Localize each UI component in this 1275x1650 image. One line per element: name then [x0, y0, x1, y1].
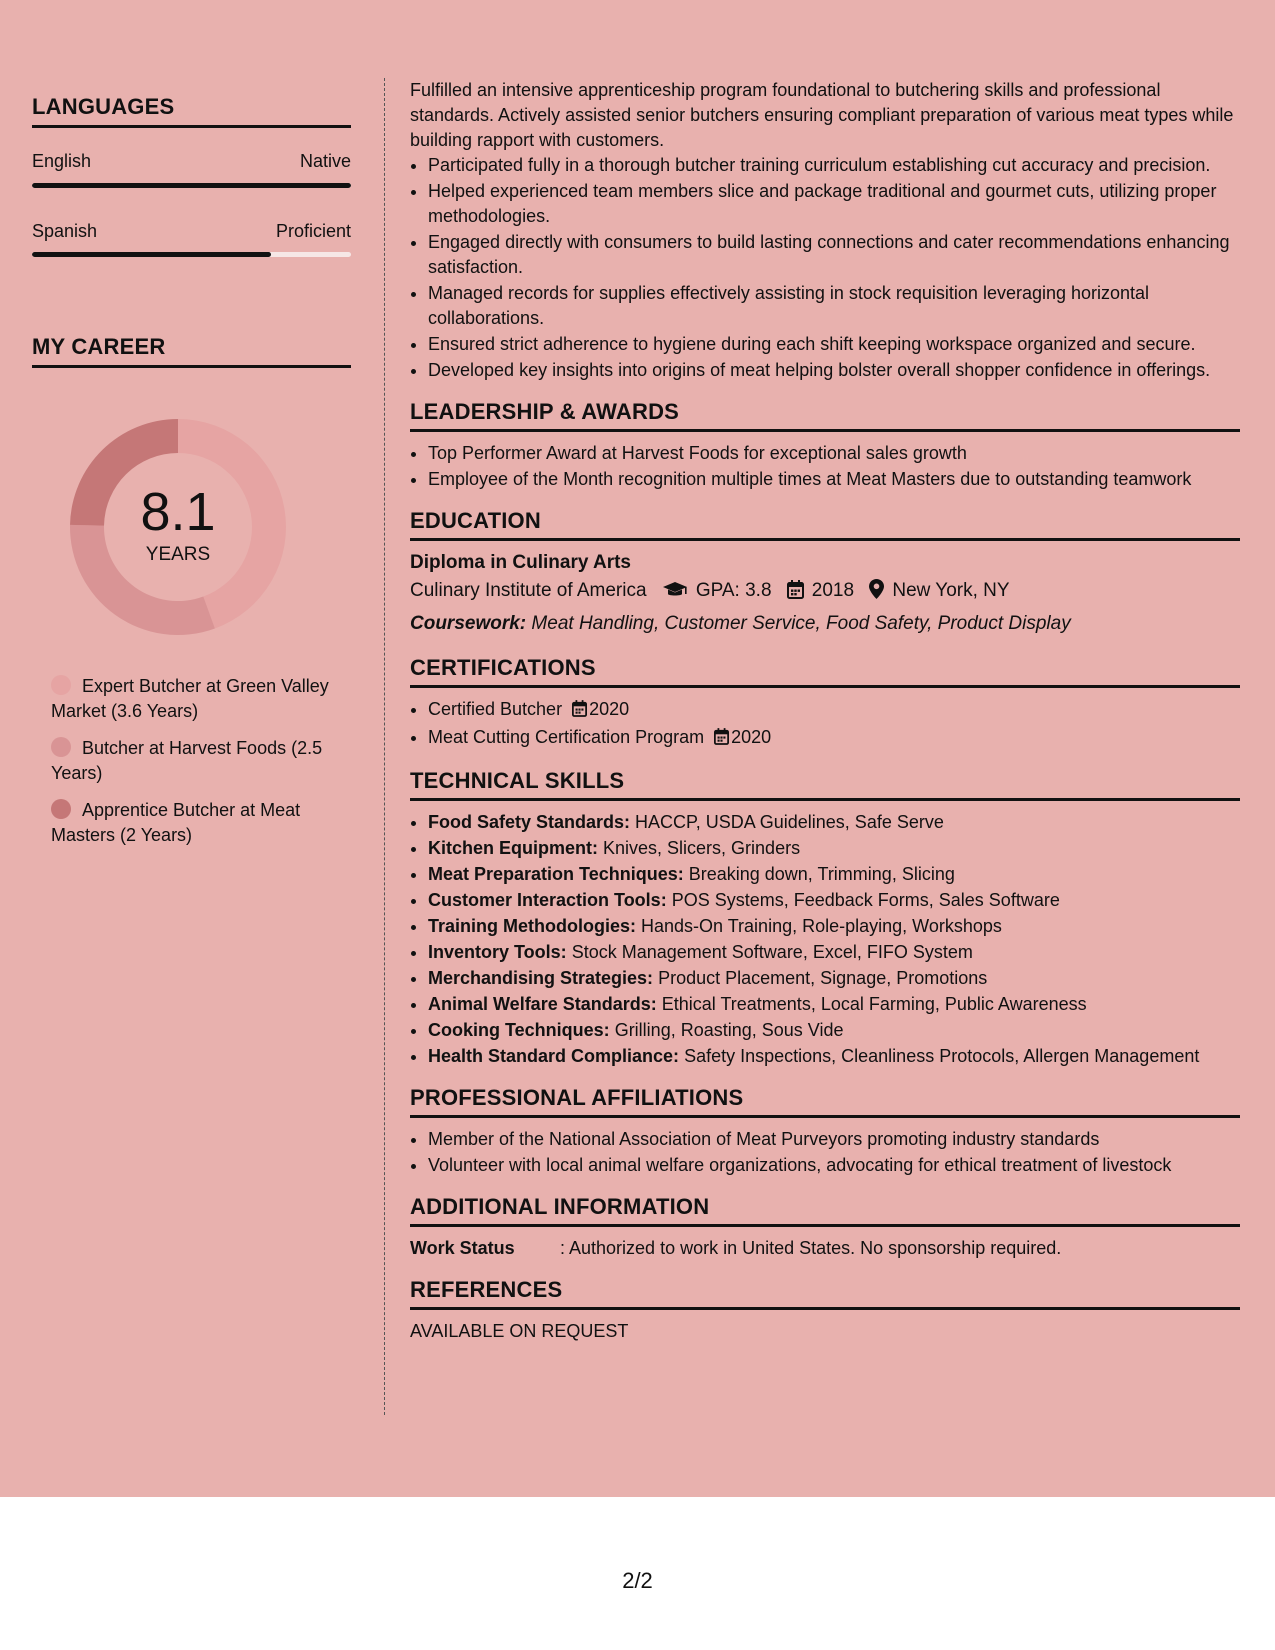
list-item [428, 862, 1240, 887]
education-location: New York, NY [892, 580, 1010, 601]
skill-name: Cooking Techniques: [428, 1020, 610, 1040]
list-item: • Top Performer Award at Harvest Foods for exceptional sales growth [428, 441, 1240, 466]
experience-summary: Fulfilled an intensive apprenticeship program foundational to butchering skills and professional standards. Actively assisted senior butchers ensuring compliant preparation of various meat types while building rapport with customers. [410, 80, 1234, 150]
calendar-icon [787, 579, 804, 609]
column-divider [384, 78, 385, 1415]
career-total-unit: YEARS [145, 544, 211, 565]
skill-name: Inventory Tools: [428, 942, 567, 962]
education-title: EDUCATION [410, 508, 1240, 541]
list-item [428, 940, 1240, 965]
list-item: • Engaged directly with consumers to build lasting connections and cater recommendations enhancing satisfaction. [428, 230, 1240, 280]
cert-name: Certified Butcher [428, 699, 563, 719]
skill-value: Hands-On Training, Role-playing, Workshops [641, 916, 1002, 936]
list-item [428, 697, 1240, 724]
skill-name: Animal Welfare Standards: [428, 994, 657, 1014]
career-title: MY CAREER [32, 334, 351, 368]
list-item: • Ensured strict adherence to hygiene during each shift keeping workspace organized and secure. [428, 332, 1240, 357]
language-name: Spanish [32, 221, 98, 241]
language-name: English [32, 151, 92, 171]
calendar-icon [572, 699, 587, 724]
right-column [410, 78, 1240, 1344]
cert-name: Meat Cutting Certification Program [428, 727, 705, 747]
skill-name: Customer Interaction Tools: [428, 890, 667, 910]
language-level: Proficient [275, 221, 351, 241]
skill-value: Safety Inspections, Cleanliness Protocols, Allergen Management [684, 1046, 1200, 1066]
references-title: REFERENCES [410, 1277, 1240, 1310]
list-item: • Managed records for supplies effectively assisting in stock requisition leveraging horizontal collaborations. [428, 281, 1240, 331]
legend-label: Butcher at Harvest Foods (2.5 Years) [51, 738, 323, 783]
certifications-list [410, 697, 1240, 752]
education-degree: Diploma in Culinary Arts [410, 552, 631, 573]
legend-dot [51, 675, 71, 695]
list-item: • Helped experienced team members slice and package traditional and gourmet cuts, utilizing proper methodologies. [428, 179, 1240, 229]
references-text: AVAILABLE ON REQUEST [410, 1321, 629, 1341]
language-bar-fill [32, 252, 271, 257]
skill-value: POS Systems, Feedback Forms, Sales Software [671, 890, 1060, 910]
languages-title: LANGUAGES [32, 94, 351, 128]
coursework-label: Coursework: [410, 613, 527, 634]
list-item [428, 914, 1240, 939]
work-status-label: Work Status [410, 1238, 515, 1258]
page-number: 2/2 [622, 1568, 653, 1593]
certifications-title: CERTIFICATIONS [410, 655, 1240, 688]
legend-dot [51, 799, 71, 819]
experience-bullets [410, 153, 1240, 383]
language-level: Native [299, 151, 351, 171]
list-item: • Volunteer with local animal welfare organizations, advocating for ethical treatment of livestock [428, 1153, 1240, 1178]
donut-center [66, 415, 290, 639]
skill-name: Training Methodologies: [428, 916, 636, 936]
education-coursework [410, 609, 1240, 639]
list-item [428, 1044, 1240, 1069]
skill-name: Merchandising Strategies: [428, 968, 654, 988]
education-gpa: GPA: 3.8 [695, 580, 772, 601]
legend-item [51, 798, 351, 848]
skill-name: Kitchen Equipment: [428, 838, 598, 858]
skill-value: Knives, Slicers, Grinders [603, 838, 801, 858]
education-year: 2018 [811, 580, 855, 601]
legend-dot [51, 737, 71, 757]
skill-value: Breaking down, Trimming, Slicing [688, 864, 955, 884]
legend-label: Expert Butcher at Green Valley Market (3.6 Years) [51, 676, 329, 721]
skill-name: Meat Preparation Techniques: [428, 864, 684, 884]
cert-year: 2020 [589, 699, 630, 719]
legend-item [51, 674, 351, 724]
affiliations-list [410, 1127, 1240, 1178]
skills-title: TECHNICAL SKILLS [410, 768, 1240, 801]
education-details [410, 576, 1240, 609]
list-item: • Developed key insights into origins of meat helping bolster overall shopper confidence in offerings. [428, 358, 1240, 383]
career-donut-chart [66, 415, 290, 639]
list-item [428, 888, 1240, 913]
skill-value: HACCP, USDA Guidelines, Safe Serve [635, 812, 944, 832]
skills-list [410, 810, 1240, 1069]
skill-value: Product Placement, Signage, Promotions [658, 968, 988, 988]
cert-year: 2020 [731, 727, 772, 747]
language-bar-english [32, 183, 351, 188]
skill-value: Ethical Treatments, Local Farming, Public Awareness [661, 994, 1087, 1014]
work-status-row [410, 1236, 1240, 1261]
skill-value: Grilling, Roasting, Sous Vide [614, 1020, 844, 1040]
list-item: • Employee of the Month recognition multiple times at Meat Masters due to outstanding teamwork [428, 467, 1240, 492]
coursework-value: Meat Handling, Customer Service, Food Safety, Product Display [531, 613, 1071, 634]
list-item [428, 992, 1240, 1017]
skill-name: Food Safety Standards: [428, 812, 631, 832]
calendar-icon [714, 727, 729, 752]
list-item [428, 836, 1240, 861]
career-legend [51, 674, 351, 860]
list-item: • Participated fully in a thorough butcher training curriculum establishing cut accuracy and precision. [428, 153, 1240, 178]
language-bar-fill [32, 183, 351, 188]
education-school: Culinary Institute of America [410, 580, 647, 601]
language-row-english [32, 151, 351, 172]
additional-title: ADDITIONAL INFORMATION [410, 1194, 1240, 1227]
legend-label: Apprentice Butcher at Meat Masters (2 Years) [51, 800, 301, 845]
list-item [428, 725, 1240, 752]
affiliations-title: PROFESSIONAL AFFILIATIONS [410, 1085, 1240, 1118]
language-bar-spanish [32, 252, 351, 257]
list-item [428, 1018, 1240, 1043]
map-pin-icon [869, 579, 884, 609]
career-total-years: 8.1 [140, 482, 216, 542]
skill-name: Health Standard Compliance: [428, 1046, 680, 1066]
list-item [428, 966, 1240, 991]
language-row-spanish [32, 221, 351, 242]
leadership-title: LEADERSHIP & AWARDS [410, 399, 1240, 432]
skill-value: Stock Management Software, Excel, FIFO System [571, 942, 973, 962]
list-item [428, 810, 1240, 835]
leadership-list [410, 441, 1240, 492]
list-item: • Member of the National Association of Meat Purveyors promoting industry standards [428, 1127, 1240, 1152]
graduation-cap-icon [662, 579, 688, 609]
work-status-value: : Authorized to work in United States. No sponsorship required. [560, 1238, 1062, 1258]
legend-item [51, 736, 351, 786]
